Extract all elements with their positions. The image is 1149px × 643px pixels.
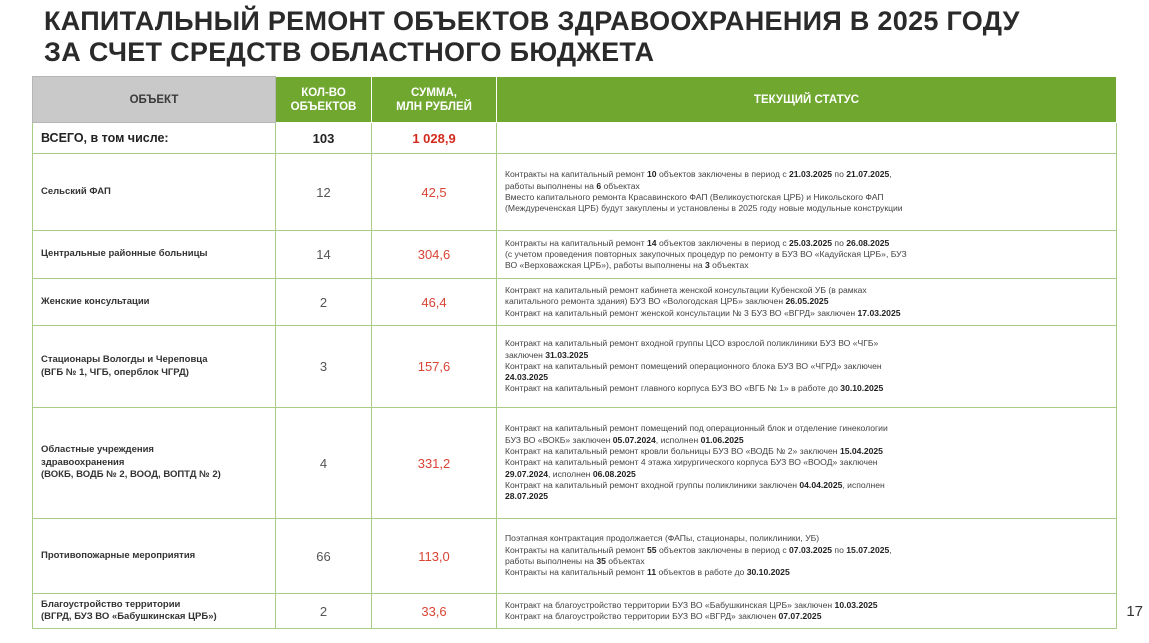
object-name <box>33 279 276 326</box>
table-row <box>33 154 1117 231</box>
status-fragment: объектов заключены в период с <box>656 237 790 248</box>
status-highlight: 28.07.2025 <box>505 491 549 502</box>
table-row <box>33 231 1117 279</box>
status-fragment: по <box>832 237 847 248</box>
status-highlight: 21.03.2025 <box>789 169 833 180</box>
status-text <box>497 326 1117 408</box>
object-count: 2 <box>276 279 372 326</box>
object-name <box>33 408 276 519</box>
status-fragment: (Междуреченская ЦРБ) будут закуплены и установлены в 2025 году новые модульные конструкции <box>505 203 903 214</box>
object-count: 4 <box>276 408 372 519</box>
status-fragment: , исполнен <box>548 468 593 479</box>
status-line <box>505 469 1108 480</box>
status-line <box>505 338 1108 349</box>
status-highlight: 26.05.2025 <box>785 296 829 307</box>
status-highlight: 35 <box>596 556 606 566</box>
status-fragment: заключен <box>505 349 546 360</box>
status-line <box>505 435 1108 446</box>
object-count: 2 <box>276 594 372 629</box>
object-name <box>33 594 276 629</box>
object-sum: 46,4 <box>372 279 497 326</box>
total-status-cell <box>497 123 1117 154</box>
status-fragment: объектов в работе до <box>656 567 747 578</box>
status-line <box>505 383 1108 394</box>
table-header-row <box>33 77 1117 123</box>
object-count: 66 <box>276 519 372 594</box>
status-line <box>505 308 1108 319</box>
status-line <box>505 600 1108 611</box>
object-sum: 42,5 <box>372 154 497 231</box>
total-sum: 1 028,9 <box>372 123 497 154</box>
status-fragment: Контракты на капитальный ремонт <box>505 567 648 578</box>
status-fragment: Контракт на капитальный ремонт помещений под операционный блок и отделение гинекологии <box>505 423 888 434</box>
status-highlight: 30.10.2025 <box>746 567 790 578</box>
status-highlight: 04.04.2025 <box>799 479 843 490</box>
status-fragment: Контракт на капитальный ремонт помещений операционного блока БУЗ ВО «ЧГРД» заключен <box>505 360 882 371</box>
status-highlight: 3 <box>705 260 710 271</box>
status-line <box>505 446 1108 457</box>
status-fragment: Контракт на благоустройство территории БУЗ ВО «Бабушкинская ЦРБ» заключен <box>505 599 835 610</box>
status-highlight: 26.08.2025 <box>846 237 890 248</box>
status-highlight: 15.04.2025 <box>839 446 883 457</box>
status-text <box>497 279 1117 326</box>
status-fragment: Контракт на капитальный ремонт входной группы ЦСО взрослой поликлиники БУЗ ВО «ЧГБ» <box>505 338 879 349</box>
total-label: ВСЕГО, в том числе: <box>33 123 276 154</box>
status-text <box>497 154 1117 231</box>
object-name-line: здравоохранения <box>41 456 125 468</box>
table-row <box>33 519 1117 594</box>
object-name-line: (ВОКБ, ВОДБ № 2, ВООД, ВОПТД № 2) <box>41 469 221 481</box>
status-line <box>505 372 1108 383</box>
object-name <box>33 231 276 279</box>
status-fragment: Контракты на капитальный ремонт <box>505 544 648 555</box>
status-highlight: 29.07.2024 <box>505 468 549 479</box>
status-highlight: 10.03.2025 <box>834 599 878 610</box>
status-fragment: БУЗ ВО «ВОКБ» заключен <box>505 434 613 445</box>
status-line <box>505 260 1108 271</box>
object-name-line: Стационары Вологды и Череповца <box>41 354 208 365</box>
status-highlight: 15.07.2025 <box>846 544 890 555</box>
object-name-line: (ВГРД, БУЗ ВО «Бабушкинская ЦРБ») <box>41 611 217 622</box>
title-line-2: ЗА СЧЕТ СРЕДСТВ ОБЛАСТНОГО БЮДЖЕТА <box>44 37 655 67</box>
status-line <box>505 611 1108 622</box>
table-row <box>33 594 1117 629</box>
object-count: 12 <box>276 154 372 231</box>
status-line <box>505 567 1108 578</box>
status-fragment: Вместо капитального ремонта Красавинского ФАП (Великоустюгская ЦРБ) и Никольского ФАП <box>505 192 884 202</box>
status-highlight: 17.03.2025 <box>857 307 901 318</box>
status-fragment: , исполнен <box>655 434 701 445</box>
status-line <box>505 192 1108 203</box>
status-highlight: 31.03.2025 <box>545 349 589 360</box>
header-sum: СУММА, МЛН РУБЛЕЙ <box>372 77 497 123</box>
status-fragment: Контракт на капитальный ремонт 4 этажа хирургического корпуса БУЗ ВО «ВООД» заключен <box>505 457 878 468</box>
status-line <box>505 533 1108 544</box>
header-object: ОБЪЕКТ <box>33 77 276 123</box>
status-line <box>505 296 1108 307</box>
status-highlight: 55 <box>647 544 657 555</box>
status-highlight: 14 <box>647 237 657 248</box>
status-highlight: 06.08.2025 <box>592 468 636 479</box>
object-sum: 331,2 <box>372 408 497 519</box>
status-fragment: Контракты на капитальный ремонт <box>505 169 648 180</box>
status-fragment: по <box>832 169 847 180</box>
object-name-line: Противопожарные мероприятия <box>41 549 196 561</box>
status-fragment: (с учетом проведения повторных закупочных процедур по ремонту в БУЗ ВО «Кадуйская ЦРБ», БУЗ <box>505 248 907 259</box>
object-name-line: Областные учреждения <box>41 444 154 456</box>
object-sum: 157,6 <box>372 326 497 408</box>
status-line <box>505 249 1108 260</box>
status-fragment: , <box>889 544 892 555</box>
status-fragment: работы выполнены на <box>505 180 597 191</box>
status-line <box>505 457 1108 468</box>
status-text <box>497 519 1117 594</box>
title-line-1: КАПИТАЛЬНЫЙ РЕМОНТ ОБЪЕКТОВ ЗДРАВООХРАНЕНИЯ В 2025 ГОДУ <box>44 6 1020 36</box>
status-fragment: объектов заключены в период с <box>656 544 790 555</box>
status-highlight: 07.07.2025 <box>778 611 822 621</box>
status-highlight: 10 <box>647 169 657 180</box>
status-text <box>497 408 1117 519</box>
status-line <box>505 545 1108 556</box>
status-line <box>505 203 1108 214</box>
object-name-line: Женские консультации <box>41 295 150 307</box>
total-count: 103 <box>276 123 372 154</box>
status-highlight: 24.03.2025 <box>505 372 549 383</box>
object-sum: 113,0 <box>372 519 497 594</box>
object-name-line: Сельский ФАП <box>41 185 111 197</box>
object-name-line: Благоустройство территории <box>41 598 181 610</box>
status-highlight: 30.10.2025 <box>840 383 884 394</box>
table-row <box>33 279 1117 326</box>
status-fragment: , исполнен <box>842 479 885 490</box>
status-fragment: объектах <box>709 260 749 271</box>
status-highlight: 25.03.2025 <box>789 237 833 248</box>
object-name <box>33 154 276 231</box>
object-name <box>33 519 276 594</box>
object-name-line: (ВГБ № 1, ЧГБ, оперблок ЧГРД) <box>41 366 189 378</box>
status-fragment: Контракт на капитальный ремонт главного корпуса БУЗ ВО «ВГБ № 1» в работе до <box>505 383 841 394</box>
status-line <box>505 285 1108 296</box>
status-line <box>505 491 1108 502</box>
status-fragment: Контракт на капитальный ремонт женской консультации № 3 БУЗ ВО «ВГРД» заключен <box>505 307 858 318</box>
status-fragment: Контракты на капитальный ремонт <box>505 237 648 248</box>
header-status: ТЕКУЩИЙ СТАТУС <box>497 77 1117 123</box>
status-fragment: по <box>832 544 847 555</box>
status-fragment: Контракт на капитальный ремонт кровли больницы БУЗ ВО «ВОДБ № 2» заключен <box>505 446 840 457</box>
status-highlight: 6 <box>596 180 602 191</box>
object-name-line: Центральные районные больницы <box>41 248 208 260</box>
status-line <box>505 238 1108 249</box>
table-row <box>33 326 1117 408</box>
repair-table <box>32 76 1117 629</box>
status-fragment: Контракт на благоустройство территории БУЗ ВО «ВГРД» заключен <box>505 611 779 621</box>
status-fragment: Контракт на капитальный ремонт кабинета женской консультации Кубенской УБ (в рамках <box>505 285 867 296</box>
object-count: 14 <box>276 231 372 279</box>
status-highlight: 07.03.2025 <box>789 544 833 555</box>
status-line <box>505 423 1108 434</box>
status-fragment: капитального ремонта здания) БУЗ ВО «Вологодская ЦРБ» заключен <box>505 296 786 307</box>
status-fragment: работы выполнены на <box>505 556 597 566</box>
status-highlight: 21.07.2025 <box>846 169 890 180</box>
status-line <box>505 169 1108 180</box>
status-fragment: , <box>889 169 892 180</box>
status-fragment: Контракт на капитальный ремонт входной группы поликлиники заключен <box>505 479 800 490</box>
status-line <box>505 480 1108 491</box>
object-sum: 304,6 <box>372 231 497 279</box>
status-fragment: ВО «Верховажская ЦРБ»), работы выполнены на <box>505 260 706 271</box>
status-highlight: 01.06.2025 <box>700 434 744 445</box>
status-fragment: объектах <box>601 180 640 191</box>
page-title <box>44 6 1094 68</box>
page-number: 17 <box>1126 603 1143 620</box>
status-text <box>497 594 1117 629</box>
status-fragment: объектов заключены в период с <box>656 169 790 180</box>
table-row <box>33 408 1117 519</box>
status-line <box>505 361 1108 372</box>
status-text <box>497 231 1117 279</box>
status-line <box>505 181 1108 192</box>
status-highlight: 11 <box>647 567 657 578</box>
header-count: КОЛ-ВО ОБЪЕКТОВ <box>276 77 372 123</box>
object-sum: 33,6 <box>372 594 497 629</box>
status-line <box>505 350 1108 361</box>
status-fragment: объектах <box>605 556 645 566</box>
status-highlight: 05.07.2024 <box>612 434 656 445</box>
status-fragment: Поэтапная контрактация продолжается (ФАПы, стационары, поликлиники, УБ) <box>505 533 820 544</box>
object-count: 3 <box>276 326 372 408</box>
status-line <box>505 556 1108 567</box>
object-name <box>33 326 276 408</box>
total-row <box>33 123 1117 154</box>
